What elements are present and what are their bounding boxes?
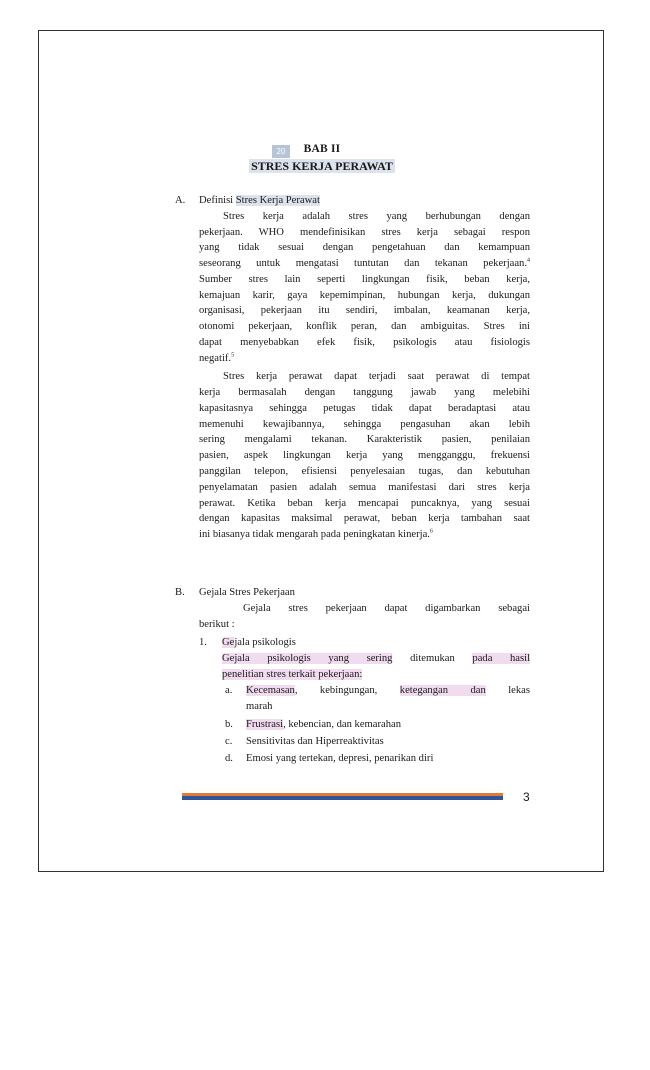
subitem-letter: b. — [225, 719, 233, 730]
para1-line: kemajuan karir, gaya kepemimpinan, hubungan kerja, dukungan — [199, 290, 530, 301]
subitem-letter: d. — [225, 753, 233, 764]
para1-line: negatif.$^5$ — [199, 352, 235, 364]
para2-line: kapasitasnya sehingga petugas tidak dapat beradaptasi atau — [199, 403, 530, 414]
section-b-intro: Gejala stres pekerjaan dapat digambarkan sebagai — [243, 603, 530, 614]
chapter-label: BAB II — [303, 143, 341, 155]
page-number: 3 — [523, 790, 530, 804]
section-b-title: Gejala Stres Pekerjaan — [199, 587, 295, 598]
section-a-title: Definisi Stres Kerja Perawat — [199, 195, 320, 206]
para1-line: organisasi, pekerjaan itu sendiri, imbalan, keamanan kerja, — [199, 305, 530, 316]
subitem-text: Sensitivitas dan Hiperreaktivitas — [246, 736, 384, 747]
para1-line: Sumber stres lain seperti lingkungan fisik, beban kerja, — [199, 274, 530, 285]
para1-line: dapat menyebabkan efek fisik, psikologis atau fisiologis — [199, 337, 530, 348]
list-item-number: 1. — [199, 637, 207, 648]
footer-rule-blue — [182, 796, 503, 800]
para1-line: yang tidak sesuai dengan pengetahuan dan kemampuan — [199, 242, 530, 253]
para2-line: penyelamatan pasien adalah semua manifestasi dari stres kerja — [199, 482, 530, 493]
document-page — [38, 30, 604, 872]
para1-line: seseorang untuk mengatasi tuntutan dan tekanan pekerjaan.$^4$ — [199, 257, 530, 269]
subitem-letter: a. — [225, 685, 233, 696]
para2-line: Stres kerja perawat dapat terjadi saat perawat di tempat — [223, 371, 530, 382]
para2-line: dengan kapasitas maksimal perawat, beban kerja tambahan saat — [199, 513, 530, 524]
para2-line: panggilan telepon, efisiensi penyelesaian tugas, dan kebutuhan — [199, 466, 530, 477]
chapter-title: STRES KERJA PERAWAT — [251, 159, 393, 173]
page-badge: 20 — [272, 145, 290, 158]
subitem-text: Frustrasi, kebencian, dan kemarahan — [246, 719, 402, 730]
section-b-intro-end: berikut : — [199, 619, 235, 630]
subitem-letter: c. — [225, 736, 233, 747]
para2-line: kerja bermasalah dengan tanggung jawab yang melebihi — [199, 387, 530, 398]
list-item-desc: Gejala psikologis yang sering ditemukan pada hasil — [222, 653, 531, 664]
para1-line: otonomi pekerjaan, konflik peran, dan ambiguitas. Stres ini — [199, 321, 530, 332]
subitem-text: marah — [246, 701, 273, 712]
para2-line: pasien, aspek lingkungan kerja yang mengganggu, frekuensi — [199, 450, 530, 461]
list-item-desc: penelitian stres terkait pekerjaan: — [222, 669, 363, 680]
para2-line: perawat. Ketika beban kerja mencapai puncaknya, yang sesuai — [199, 498, 530, 509]
section-a-letter: A. — [175, 195, 186, 206]
subitem-text: Kecemasan, kebingungan, ketegangan dan lekas — [246, 685, 530, 696]
para1-line: Stres kerja adalah stres yang berhubungan dengan — [223, 211, 530, 222]
list-item-title: Gejala psikologis — [222, 637, 296, 648]
para2-line: ini biasanya tidak mengarah pada peningkatan kinerja.$^6$ — [199, 528, 433, 540]
para2-line: sering mengalami tekanan. Karakteristik pasien, penilaian — [199, 434, 530, 445]
para1-line: pekerjaan. WHO mendefinisikan stres kerja sebagai respon — [199, 227, 530, 238]
section-b-letter: B. — [175, 587, 185, 598]
para2-line: memenuhi kewajibannya, sehingga pengasuhan akan lebih — [199, 419, 530, 430]
subitem-text: Emosi yang tertekan, depresi, penarikan diri — [246, 753, 434, 764]
